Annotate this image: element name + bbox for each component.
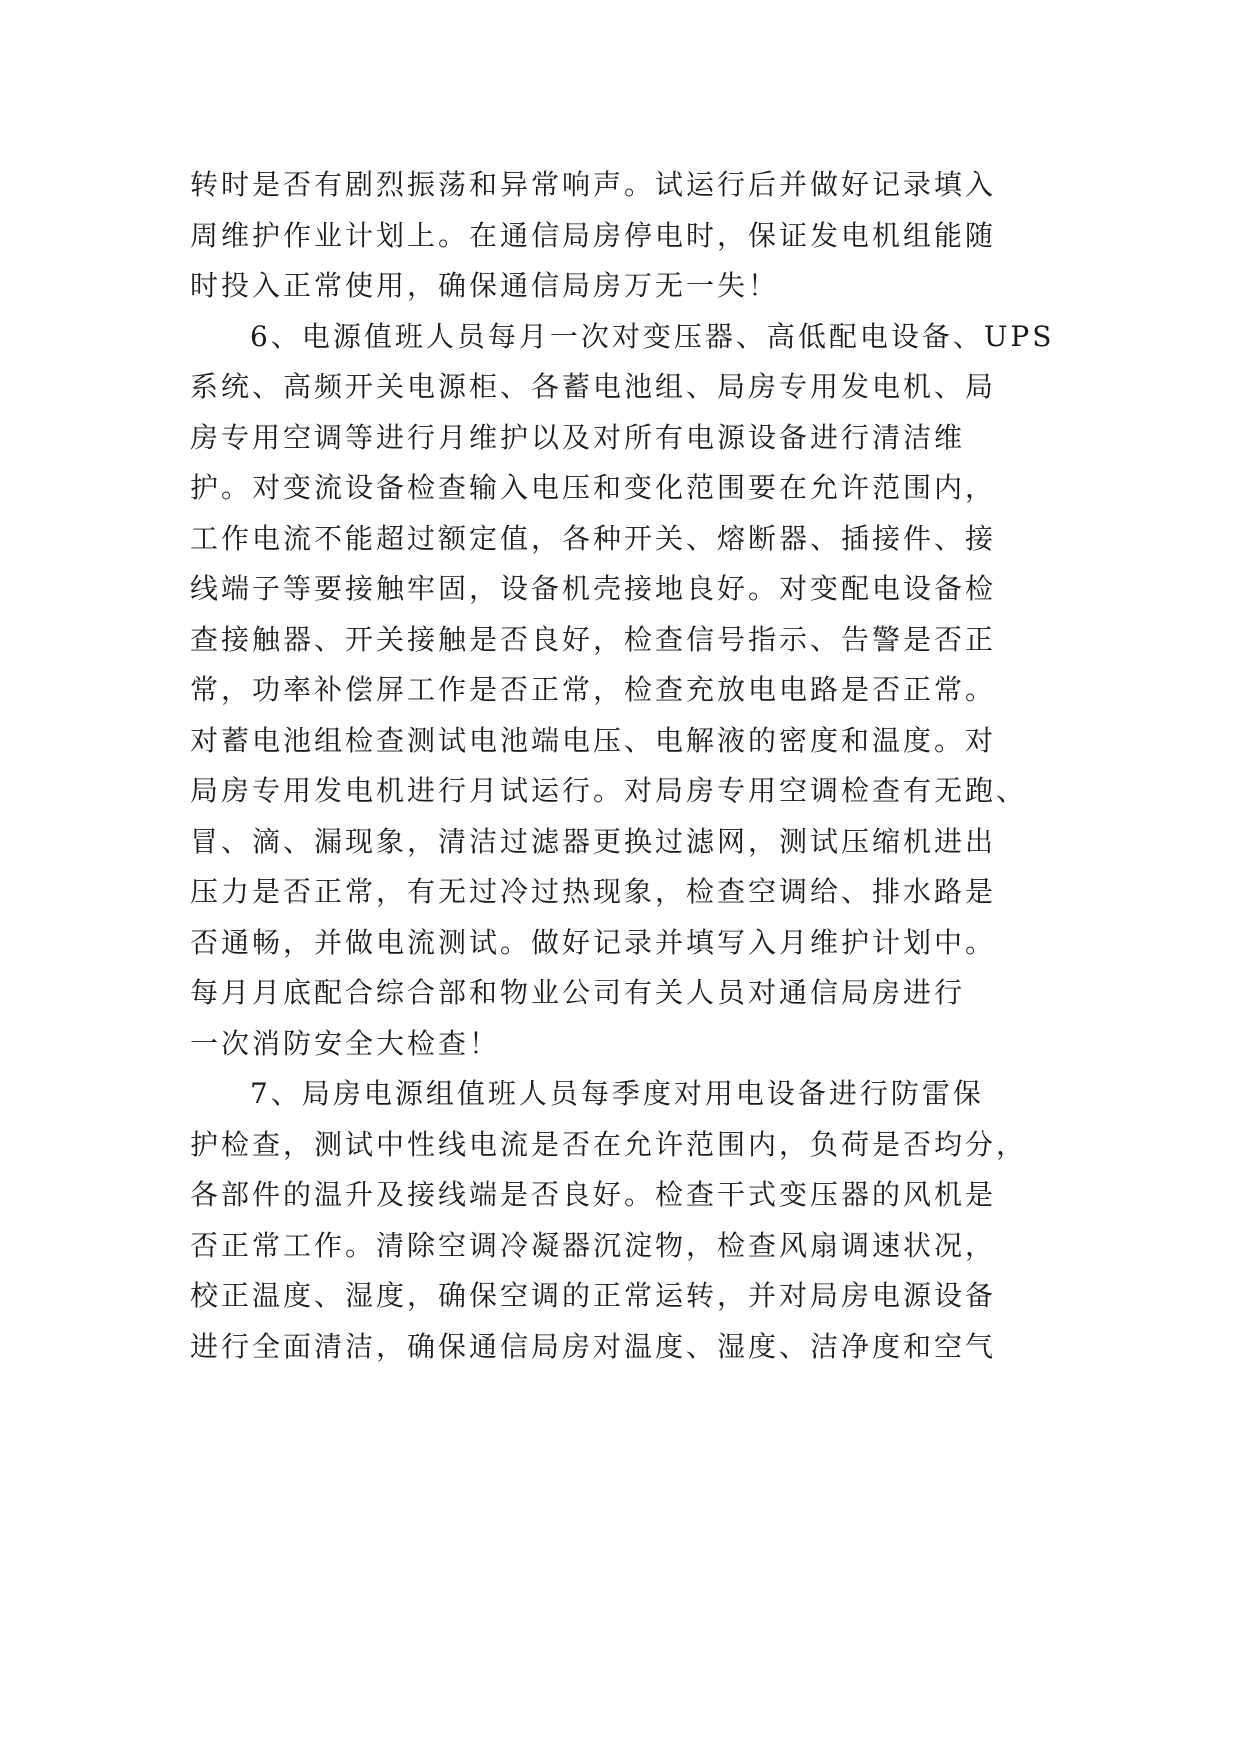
text-line: 进行全面清洁，确保通信局房对温度、湿度、洁净度和空气 bbox=[190, 1329, 997, 1363]
text-line: 冒、滴、漏现象，清洁过滤器更换过滤网，测试压缩机进出 bbox=[190, 824, 997, 858]
text-line: 一次消防安全大检查！ bbox=[190, 1026, 501, 1060]
text-line: 护检查，测试中性线电流是否在允许范围内，负荷是否均分， bbox=[190, 1127, 1028, 1161]
text-line: 查接触器、开关接触是否良好，检查信号指示、告警是否正 bbox=[190, 622, 997, 656]
text-line: 否正常工作。清除空调冷凝器沉淀物，检查风扇调速状况， bbox=[190, 1228, 997, 1262]
text-line: 线端子等要接触牢固，设备机壳接地良好。对变配电设备检 bbox=[190, 572, 997, 605]
text-line: 对蓄电池组检查测试电池端电压、电解液的密度和温度。对 bbox=[190, 723, 997, 757]
text-line: 房专用空调等进行月维护以及对所有电源设备进行清洁维 bbox=[190, 420, 966, 454]
paragraph-start-line: 6、电源值班人员每月一次对变压器、高低配电设备、UPS bbox=[250, 319, 1055, 353]
text-line: 工作电流不能超过额定值，各种开关、熔断器、插接件、接 bbox=[190, 521, 997, 555]
text-line: 系统、高频开关电源柜、各蓄电池组、局房专用发电机、局 bbox=[190, 370, 997, 403]
text-line: 校正温度、湿度，确保空调的正常运转，并对局房电源设备 bbox=[190, 1279, 997, 1312]
text-line: 局房专用发电机进行月试运行。对局房专用空调检查有无跑、 bbox=[190, 774, 1028, 807]
text-line: 转时是否有剧烈振荡和异常响声。试运行后并做好记录填入 bbox=[190, 168, 997, 201]
document-body-text bbox=[190, 160, 1070, 1372]
text-line: 护。对变流设备检查输入电压和变化范围要在允许范围内， bbox=[190, 471, 997, 504]
paragraph-start-line: 7、局房电源组值班人员每季度对用电设备进行防雷保 bbox=[250, 1077, 984, 1110]
text-line: 否通畅，并做电流测试。做好记录并填写入月维护计划中。 bbox=[190, 925, 997, 959]
text-line: 常，功率补偿屏工作是否正常，检查充放电电路是否正常。 bbox=[190, 673, 997, 706]
text-line: 时投入正常使用，确保通信局房万无一失！ bbox=[190, 269, 780, 302]
text-line: 各部件的温升及接线端是否良好。检查干式变压器的风机是 bbox=[190, 1178, 997, 1211]
text-line: 每月月底配合综合部和物业公司有关人员对通信局房进行 bbox=[190, 976, 966, 1009]
text-line: 周维护作业计划上。在通信局房停电时，保证发电机组能随 bbox=[190, 218, 997, 252]
text-line: 压力是否正常，有无过冷过热现象，检查空调给、排水路是 bbox=[190, 875, 997, 908]
